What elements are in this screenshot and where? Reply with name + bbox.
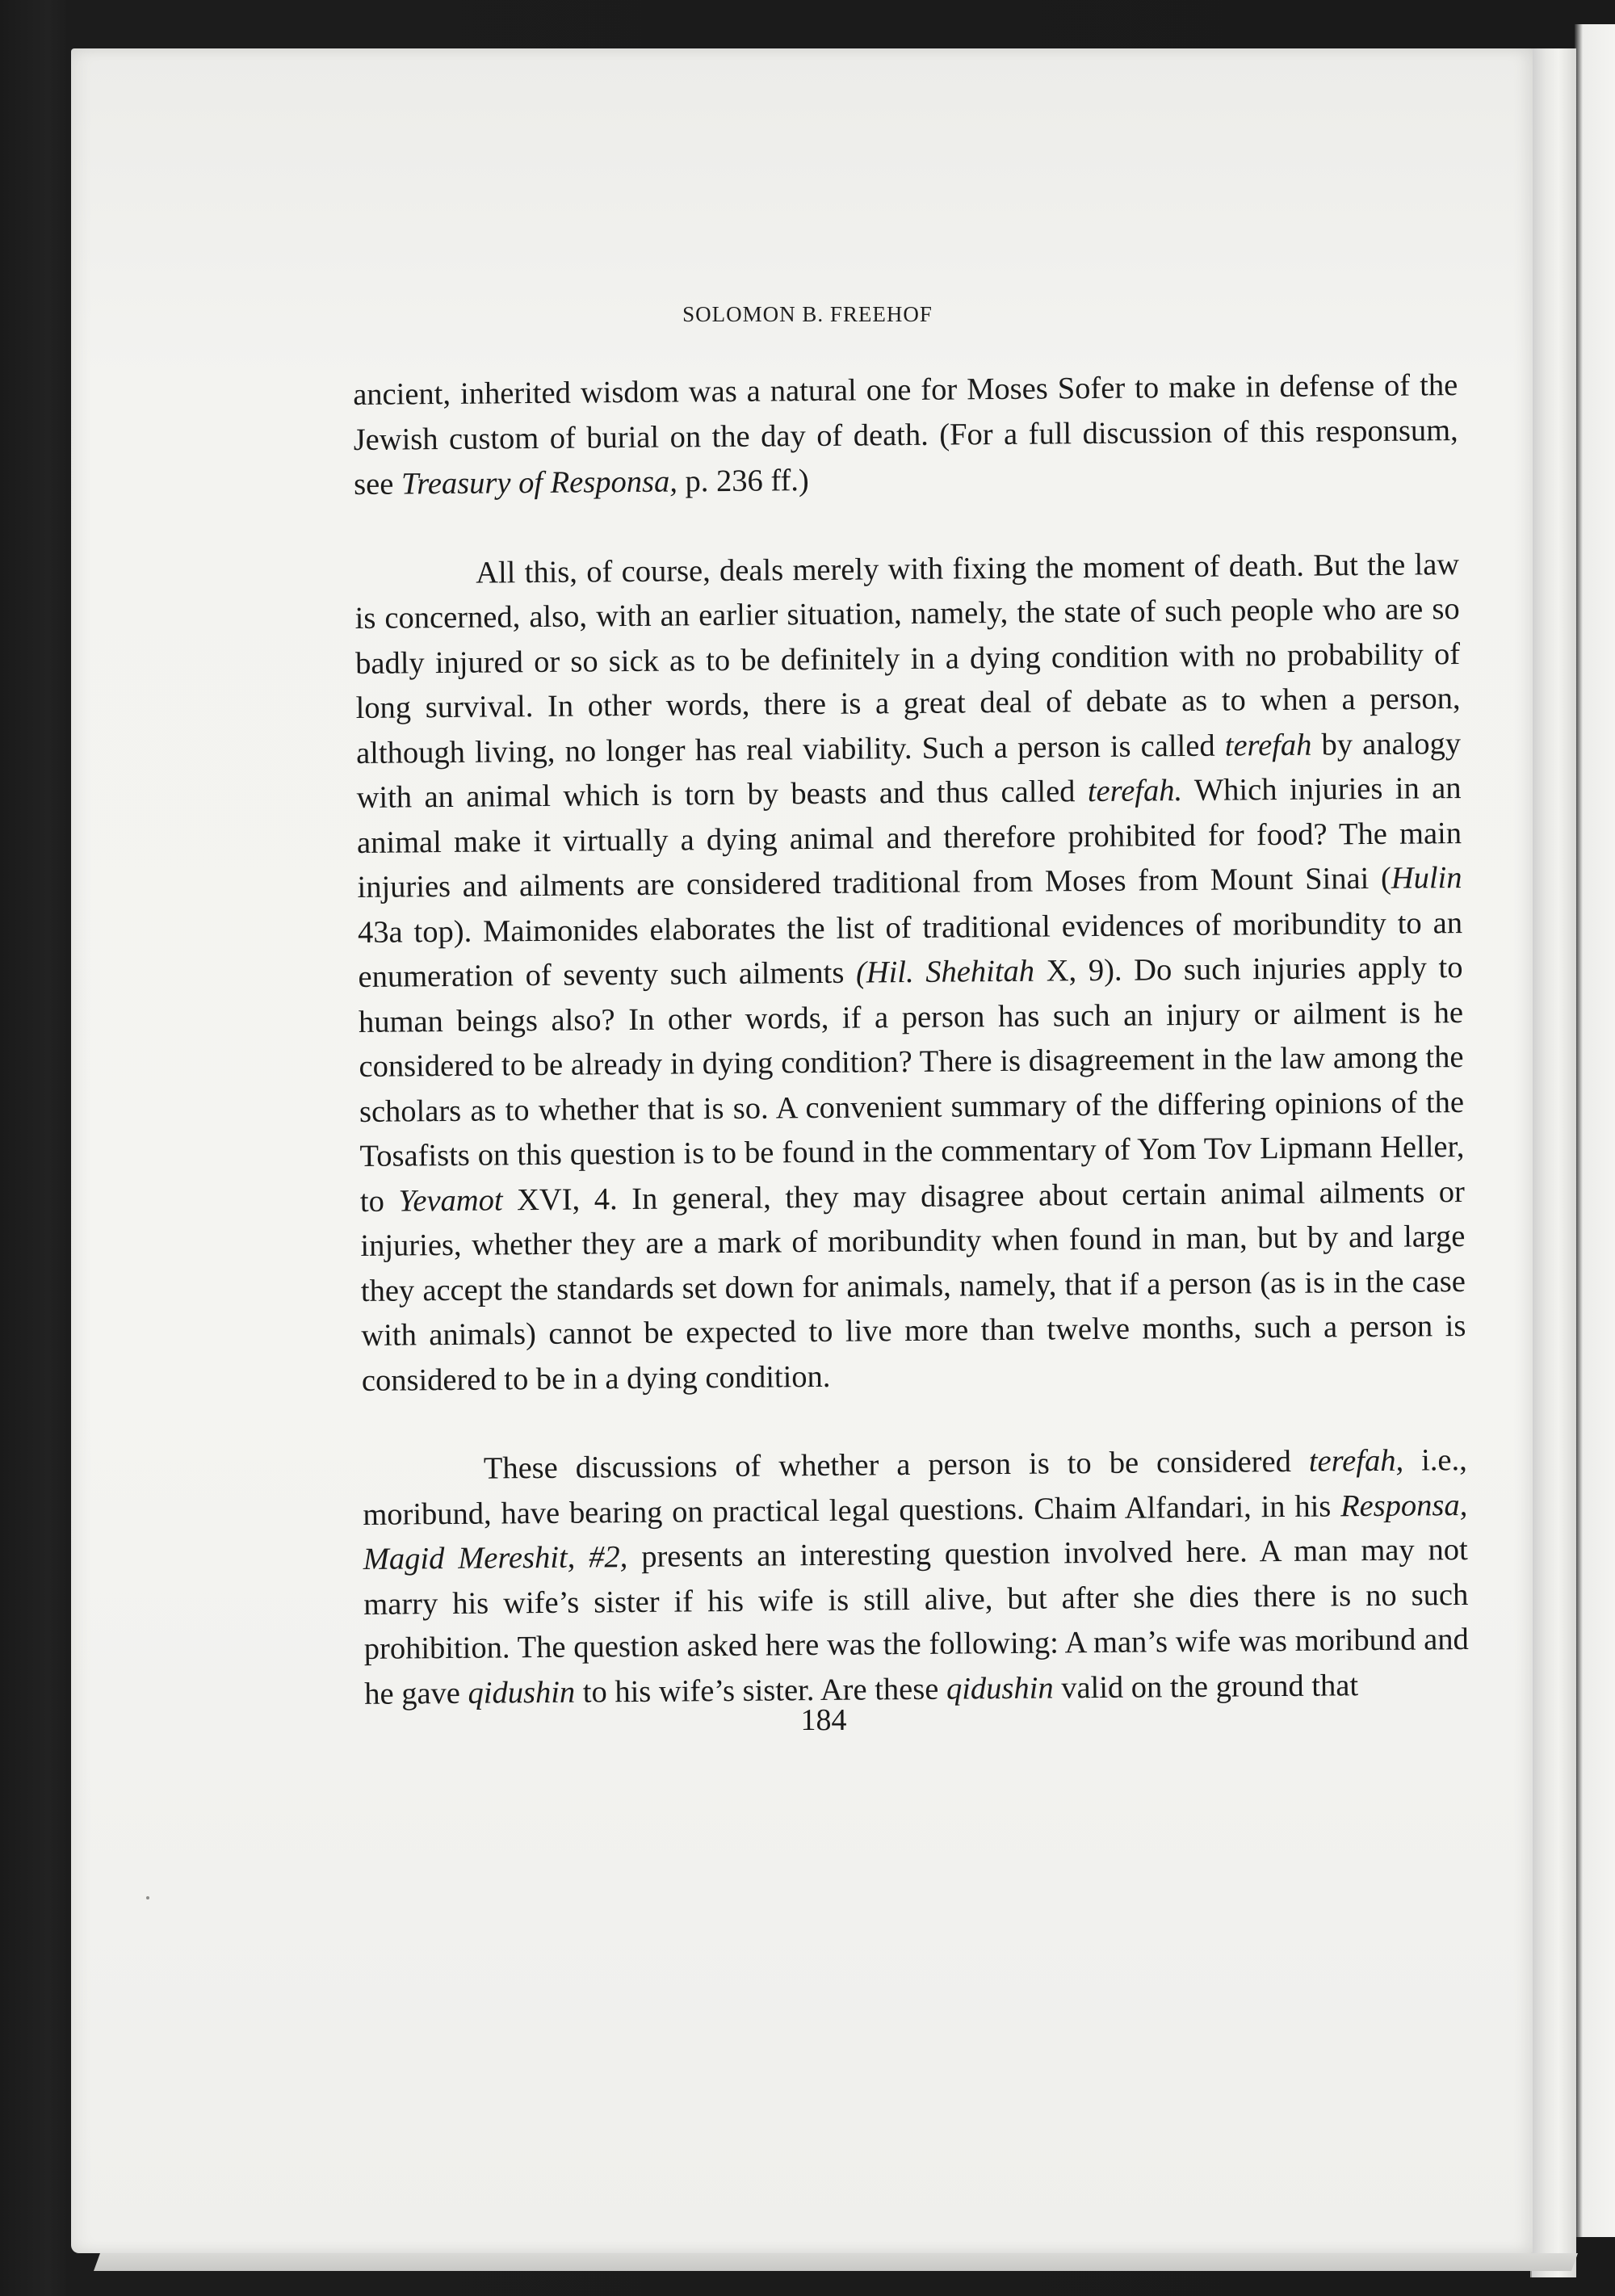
- body-text: [353, 363, 1469, 1717]
- text-run-italic: terefah.: [1087, 774, 1183, 809]
- text-run-italic: Yevamot: [398, 1182, 503, 1219]
- text-run: by analogy with an animal which is torn by beasts and thus called: [356, 726, 1462, 815]
- text-run-italic: terefah,: [1308, 1443, 1404, 1479]
- text-run-italic: Treasury of Responsa,: [401, 464, 678, 502]
- paragraph: [354, 543, 1466, 1404]
- page-number: 184: [800, 1703, 847, 1737]
- text-run-italic: qidushin: [946, 1670, 1054, 1706]
- text-run-italic: terefah: [1224, 728, 1312, 763]
- paper-speck: [146, 1896, 149, 1899]
- text-run: XVI, 4. In general, they may disagree about certain animal ailments or injuries, whether they are a mark of moribundity when found in man, but by and large they accept the standards set down for animals, namely, that if a person (as is in the case with animals) cannot be expected to live more than twelve months, such a person is considered to be in a dying condition.: [360, 1174, 1466, 1398]
- text-run-italic: Responsa, Magid Mereshit, #2,: [363, 1488, 1468, 1576]
- paragraph: [363, 1438, 1470, 1717]
- text-run: Which injuries in an animal make it virtually a dying animal and therefore prohibited for food? The main injuries and ailments are considered traditional from Moses from Mount Sinai (: [356, 771, 1462, 905]
- text-run-italic: qidushin: [468, 1675, 576, 1710]
- page-bottom-edge: [94, 2253, 1578, 2271]
- text-run-italic: (Hil. Shehitah: [855, 954, 1035, 990]
- text-run: valid on the ground that: [1053, 1668, 1359, 1705]
- text-run: presents an interesting question involved here. A man may not marry his wife’s sister if his wife is still alive, but after she dies there is no such prohibition. The question asked here was the following: A man’s wife was moribund and he gave: [363, 1533, 1469, 1711]
- text-run: to his wife’s sister. Are these: [574, 1672, 947, 1710]
- text-run: p. 236 ff.): [677, 464, 809, 499]
- text-run: X, 9). Do such injuries apply to human beings also? In other words, if a person has such an injury or ailment is he considered to be already in dying condition? There is disagreement in the law among the scholars as to whether that is so. A convenient summary of the differing opinions of the Tosafists on this question is to be found in the commentary of Yom Tov Lipmann Heller, to: [358, 951, 1465, 1219]
- text-run: i.e., moribund, have bearing on practical legal questions. Chaim Alfandari, in his: [363, 1443, 1467, 1532]
- text-run: These discussions of whether a person is to be considered: [483, 1444, 1310, 1486]
- paragraph-continuation: [353, 363, 1458, 507]
- text-run: All this, of course, deals merely with fixing the moment of death. But the law is concerned, also, with an earlier situation, namely, the state of such people who are so badly injured or so sick as to be definitely in a dying condition with no probability of long survival. In other words, there is a great deal of debate as to when a person, although living, no longer has real viability. Such a person is called: [354, 547, 1461, 770]
- text-run-italic: Hulin: [1391, 861, 1462, 896]
- running-head: SOLOMON B. FREEHOF: [682, 302, 933, 326]
- text-run: 43a top). Maimonides elaborates the list of traditional evidences of moribundity to an enumeration of seventy such ailments: [357, 905, 1463, 994]
- page-stack-edge: [1530, 48, 1576, 2277]
- text-run: ancient, inherited wisdom was a natural one for Moses Sofer to make in defense of the Jewish custom of burial on the day of death. (For a full discussion of this responsum, see: [353, 368, 1458, 502]
- next-page-edge: [1575, 24, 1615, 2237]
